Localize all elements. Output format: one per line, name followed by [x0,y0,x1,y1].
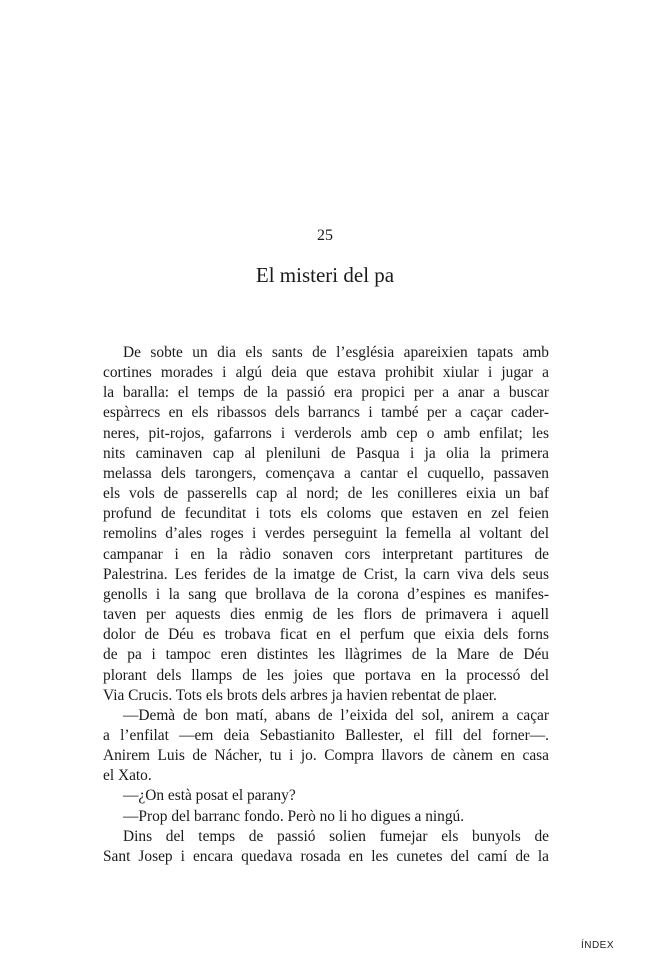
text-line: melassa dels tarongers, començava a cantar el cuquello, passaven [103,464,549,482]
text-line: espàrrecs en els ribassos dels barrancs i també per a caçar cader- [103,404,549,422]
text-line: genolls i la sang que brollava de la corona d’espines es manifes- [103,585,549,603]
text-line: De sobte un dia els sants de l’església apareixien tapats amb [123,344,549,361]
chapter-title: El misteri del pa [255,263,395,287]
text-line: campanar i en la ràdio sonaven cors interpretant partitures de [103,545,549,563]
text-line: —Prop del barranc fondo. Però no li ho digues a ningú. [123,807,465,825]
chapter-number: 25 [317,227,333,244]
text-line: el Xato. [103,767,152,785]
text-line: cortines morades i algú deia que estava prohibit xiular i jugar a [103,364,549,382]
paragraph [103,827,549,867]
text-line: la baralla: el temps de la passió era propici per a anar a buscar [103,384,549,402]
chapter-body [103,343,549,867]
paragraph [103,786,549,806]
text-line: —Demà de bon matí, abans de l’eixida del sol, anirem a caçar [123,706,549,724]
text-line: —¿On està posat el parany? [123,787,296,805]
text-line: Anirem Luis de Nácher, tu i jo. Compra llavors de cànem en casa [103,747,549,765]
paragraph [103,706,549,787]
text-line: dolor de Déu es trobava ficat en el perfum que eixia dels forns [103,626,549,644]
text-line: remolins d’ales roges i verdes perseguint la femella al voltant del [103,525,549,543]
text-line: de pa i tampoc eren distintes les llàgrimes de la Mare de Déu [103,646,549,664]
text-line: a l’enfilat —em deia Sebastianito Ballester, el fill del forner—. [103,726,549,744]
text-line: neres, pit-rojos, gafarrons i verderols amb cep o amb enfilat; les [103,424,549,442]
text-line: nits caminaven cap al pleniluni de Pasqua i ja olia la primera [103,444,549,462]
text-line: taven per aquests dies enmig de les flors de primavera i aquell [103,606,549,624]
text-line: Dins del temps de passió solien fumejar els bunyols de [123,827,549,845]
paragraph [103,807,549,827]
index-link[interactable]: ÍNDEX [580,940,614,951]
text-line: els vols de passerells cap al nord; de les conilleres eixia un baf [103,485,549,503]
text-line: Sant Josep i encara quedava rosada en les cunetes del camí de la [103,847,549,865]
paragraph [103,343,549,706]
text-line: Via Crucis. Tots els brots dels arbres ja havien rebentat de plaer. [103,686,497,704]
text-line: Palestrina. Les ferides de la imatge de Crist, la carn viva dels seus [103,565,549,583]
text-line: plorant dels llamps de les joies que portava en la processó del [103,666,549,684]
text-line: profund de fecunditat i tots els coloms que estaven en zel feien [103,505,549,523]
